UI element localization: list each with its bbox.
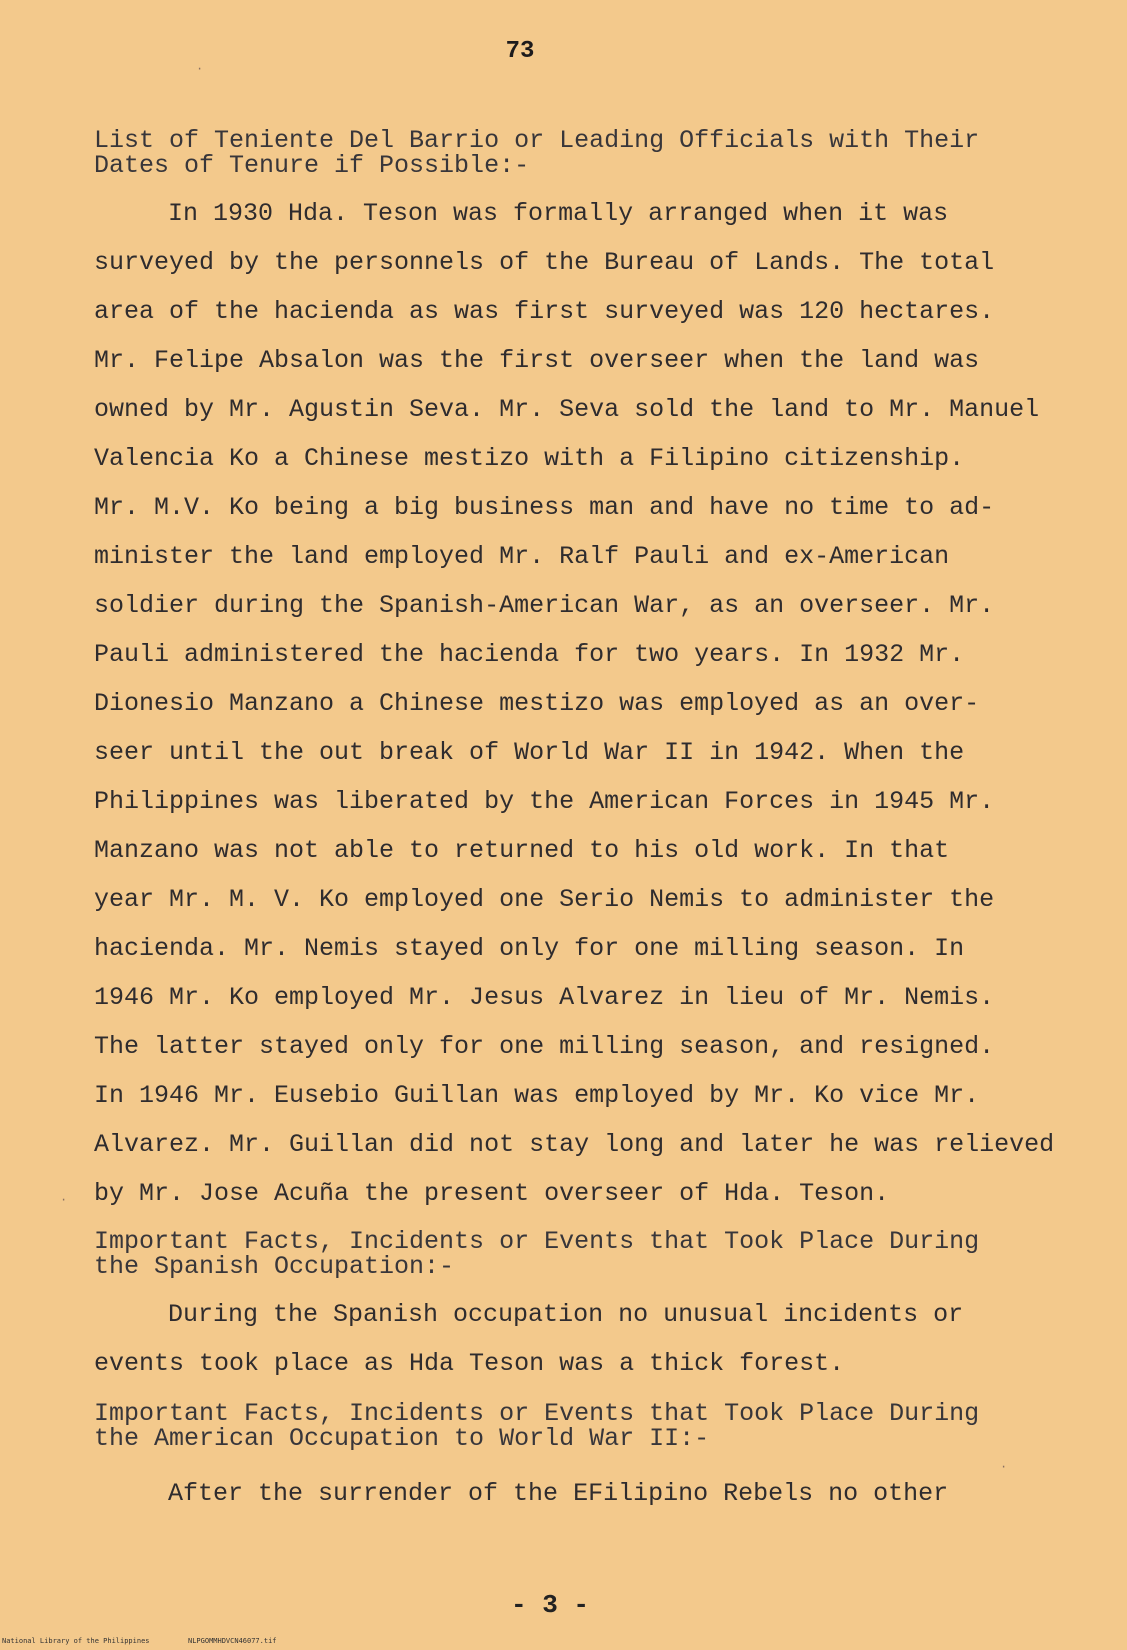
archive-credit: National Library of the Philippines (2, 1637, 150, 1645)
text-line: In 1946 Mr. Eusebio Guillan was employed by Mr. Ko vice Mr. (94, 1081, 980, 1110)
text-line: soldier during the Spanish-American War, as an overseer. Mr. (94, 591, 995, 620)
text-line: surveyed by the personnels of the Bureau of Lands. The total (94, 248, 995, 277)
text-line: Alvarez. Mr. Guillan did not stay long and later he was relieved (94, 1130, 1055, 1159)
text-line: Dionesio Manzano a Chinese mestizo was employed as an over- (94, 689, 980, 718)
stray-mark: · (60, 1193, 68, 1207)
text-line: The latter stayed only for one milling season, and resigned. (94, 1032, 995, 1061)
stray-mark: · (196, 62, 204, 76)
text-line: year Mr. M. V. Ko employed one Serio Nemis to administer the (94, 885, 995, 914)
text-line: 1946 Mr. Ko employed Mr. Jesus Alvarez in lieu of Mr. Nemis. (94, 983, 995, 1012)
text-line: hacienda. Mr. Nemis stayed only for one milling season. In (94, 934, 965, 963)
text-line: minister the land employed Mr. Ralf Pauli and ex-American (94, 542, 950, 571)
archive-filename: NLPGOMMHDVCN46077.tif (188, 1637, 277, 1645)
text-line: events took place as Hda Teson was a thick forest. (94, 1349, 845, 1378)
text-line: After the surrender of the EFilipino Rebels no other (168, 1479, 949, 1508)
text-line: In 1930 Hda. Teson was formally arranged when it was (168, 199, 949, 228)
text-line: Mr. M.V. Ko being a big business man and have no time to ad- (94, 493, 995, 522)
text-line: by Mr. Jose Acuña the present overseer of Hda. Teson. (94, 1179, 890, 1208)
section-heading: the Spanish Occupation:- (94, 1252, 455, 1281)
text-line: area of the hacienda as was first surveyed was 120 hectares. (94, 297, 995, 326)
text-line: owned by Mr. Agustin Seva. Mr. Seva sold the land to Mr. Manuel (94, 395, 1040, 424)
stray-mark: · (1000, 1460, 1008, 1474)
section-heading: Important Facts, Incidents or Events that Took Place During (94, 1227, 980, 1256)
text-line: Valencia Ko a Chinese mestizo with a Filipino citizenship. (94, 444, 965, 473)
text-line: Mr. Felipe Absalon was the first overseer when the land was (94, 346, 980, 375)
section-heading: Important Facts, Incidents or Events that Took Place During (94, 1399, 980, 1428)
page-number: 73 (505, 38, 535, 65)
text-line: Pauli administered the hacienda for two years. In 1932 Mr. (94, 640, 965, 669)
footer-page-number: - 3 - (510, 1590, 589, 1620)
text-line: seer until the out break of World War II in 1942. When the (94, 738, 965, 767)
section-heading: Dates of Tenure if Possible:- (94, 151, 530, 180)
section-heading: List of Teniente Del Barrio or Leading Officials with Their (94, 126, 980, 155)
section-heading: the American Occupation to World War II:- (94, 1424, 710, 1453)
text-line: Manzano was not able to returned to his old work. In that (94, 836, 950, 865)
text-line: Philippines was liberated by the American Forces in 1945 Mr. (94, 787, 995, 816)
text-line: During the Spanish occupation no unusual incidents or (168, 1300, 964, 1329)
